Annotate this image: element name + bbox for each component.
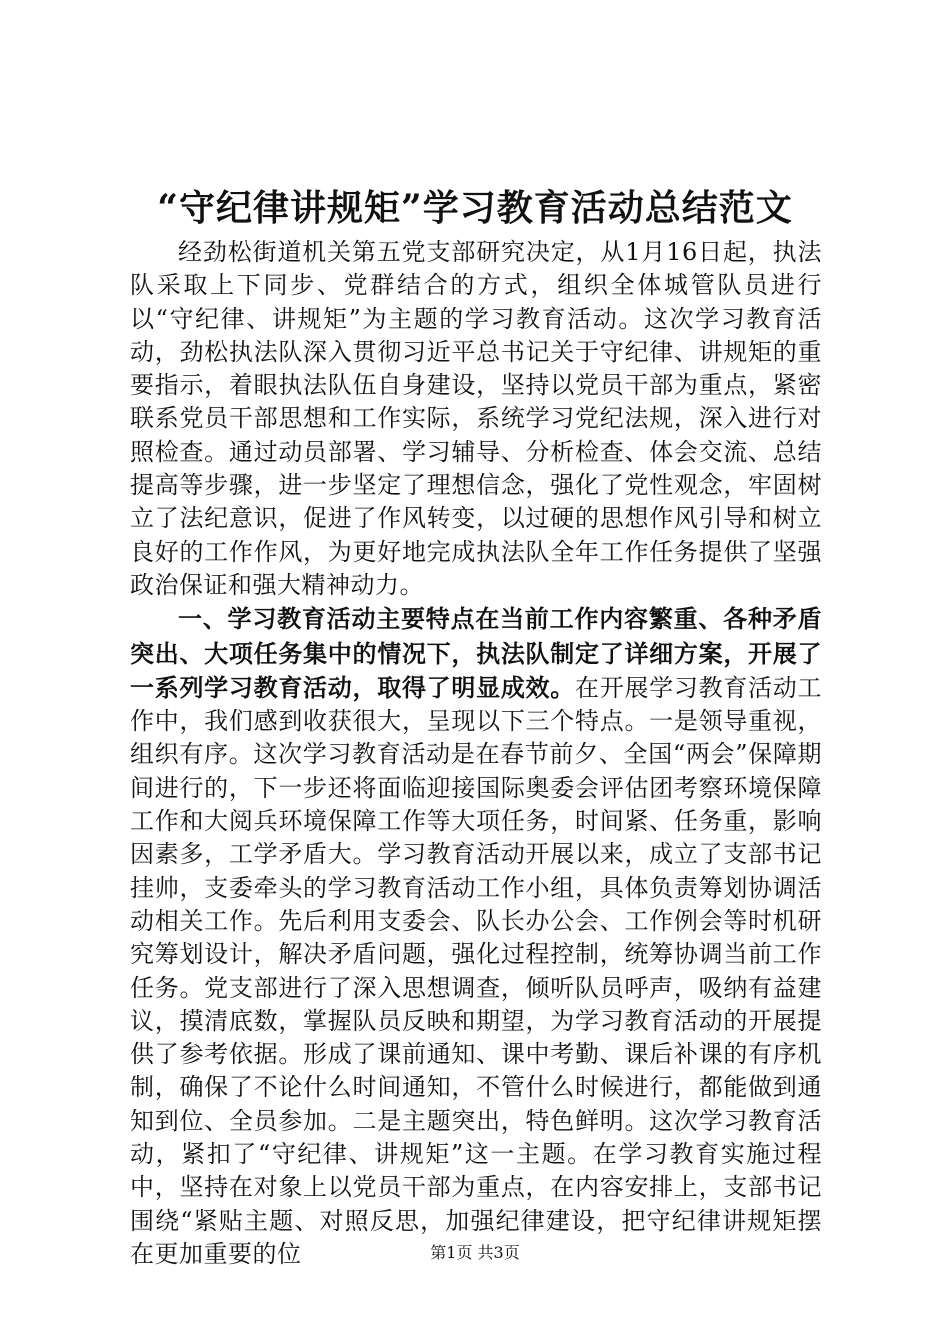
document-title: “守纪律讲规矩”学习教育活动总结范文 bbox=[157, 187, 793, 229]
document-body bbox=[130, 235, 822, 1271]
paragraph-text: 经劲松街道机关第五党支部研究决定，从1月16日起，执法队采取上下同步、党群结合的方式，组织全体城管队员进行以“守纪律、讲规矩”为主题的学习教育活动。这次学习教育活动，劲松执法队深入贯彻习近平总书记关于守纪律、讲规矩的重要指示，着眼执法队伍自身建设，坚持以党员干部为重点，紧密联系党员干部思想和工作实际，系统学习党纪法规，深入进行对照检查。通过动员部署、学习辅导、分析检查、体会交流、总结提高等步骤，进一步坚定了理想信念，强化了党性观念，牢固树立了法纪意识，促进了作风转变，以过硬的思想作风引导和树立良好的工作作风，为更好地完成执法队全年工作任务提供了坚强政治保证和强大精神动力。 bbox=[130, 238, 822, 599]
paragraph-text: 在开展学习教育活动工作中，我们感到收获很大，呈现以下三个特点。一是领导重视，组织有序。这次学习教育活动是在春节前夕、全国“两会”保障期间进行的，下一步还将面临迎接国际奥委会评估团考察环境保障工作和大阅兵环境保障工作等大项任务，时间紧、任务重，影响因素多，工学矛盾大。学习教育活动开展以来，成立了支部书记挂帅，支委牵头的学习教育活动工作小组，具体负责筹划协调活动相关工作。先后利用支委会、队长办公会、工作例会等时机研究筹划设计，解决矛盾问题，强化过程控制，统筹协调当前工作任务。党支部进行了深入思想调查，倾听队员呼声，吸纳有益建议，摸清底数，掌握队员反映和期望，为学习教育活动的开展提供了参考依据。形成了课前通知、课中考勤、课后补课的有序机制，确保了不论什么时间通知，不管什么时候进行，都能做到通知到位、全员参加。二是主题突出，特色鲜明。这次学习教育活动，紧扣了“守纪律、讲规矩”这一主题。在学习教育实施过程中，坚持在对象上以党员干部为重点，在内容安排上，支部书记围绕“紧贴主题、对照反思，加强纪律建设，把守纪律讲规矩摆在更加重要的位 bbox=[130, 673, 822, 1268]
paragraph-section-one bbox=[130, 602, 822, 1271]
page-number-footer: 第1页 共3页 bbox=[430, 1243, 520, 1262]
section-heading: 一、学习教育活动主要特点在当前工作内容繁重、各种矛盾突出、大项任务集中的情况下，执法队制定了详细方案，开展了一系列学习教育活动，取得了明显成效。 bbox=[130, 604, 822, 702]
paragraph-intro bbox=[130, 235, 822, 602]
